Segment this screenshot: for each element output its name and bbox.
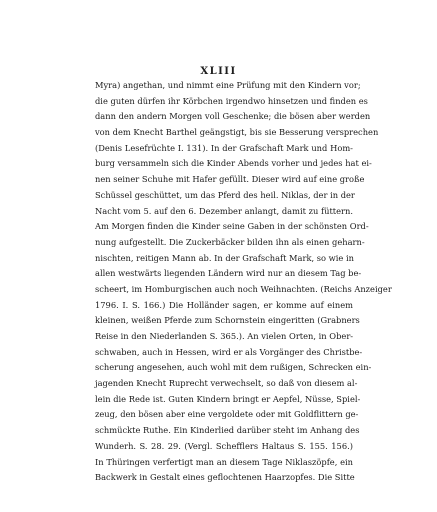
text-line: nung aufgestellt. Die Zuckerbäcker bilden ihn als einen geharn-: [95, 236, 365, 247]
text-line: (Denis Lesefrüchte I. 131). In der Grafschaft Mark und Hom-: [95, 142, 353, 153]
text-line: lein die Rede ist. Guten Kindern bringt er Aepfel, Nüsse, Spiel-: [95, 393, 361, 404]
text-line: Am Morgen finden die Kinder seine Gaben in der schönsten Ord-: [95, 221, 369, 232]
text-line: jagenden Knecht Ruprecht verwechselt, so daß von diesem al-: [95, 378, 358, 389]
page-number: XLIII: [200, 66, 237, 77]
text-line: nen seiner Schuhe mit Hafer gefüllt. Dieser wird auf eine große: [95, 174, 365, 185]
text-line: Wunderh. S. 28. 29. (Vergl. Schefflers Haltaus S. 155. 156.): [95, 440, 353, 451]
text-line: In Thüringen verfertigt man an diesem Tage Niklaszöpfe, ein: [95, 456, 353, 467]
text-line: 1796. I. S. 166.) Die Holländer sagen, er komme auf einem: [95, 299, 353, 310]
text-line: burg versammeln sich die Kinder Abends vorher und jedes hat ei-: [95, 158, 372, 169]
text-line: von dem Knecht Barthel geängstigt, bis sie Besserung versprechen: [95, 127, 379, 138]
text-line: nischten, reitigen Mann ab. In der Grafschaft Mark, so wie in: [95, 252, 354, 263]
text-line: kleinen, weißen Pferde zum Schornstein eingeritten (Grabners: [95, 315, 360, 326]
text-line: scheert, im Homburgischen auch noch Weihnachten. (Reichs Anzeiger: [95, 283, 392, 294]
text-line: Schüssel geschüttet, um das Pferd des heil. Niklas, der in der: [95, 189, 355, 200]
text-line: Backwerk in Gestalt eines geflochtenen Haarzopfes. Die Sitte: [95, 472, 355, 483]
text-line: Nacht vom 5. auf den 6. Dezember anlangt, damit zu füttern.: [95, 205, 353, 216]
text-line: scherung angesehen, auch wohl mit dem rußigen, Schrecken ein-: [95, 362, 372, 373]
text-line: schmückte Ruthe. Ein Kinderlied darüber steht im Anhang des: [95, 425, 360, 436]
text-line: schwaben, auch in Hessen, wird er als Vorgänger des Christbe-: [95, 346, 363, 357]
body-text: [95, 78, 392, 486]
text-line: Reise in den Niederlanden S. 365.). An vielen Orten, in Ober-: [95, 331, 354, 341]
text-line: zeug, den bösen aber eine vergoldete oder mit Goldflittern ge-: [95, 409, 359, 420]
text-line: dann den andern Morgen voll Geschenke; die bösen aber werden: [95, 111, 371, 122]
text-line: die guten dürfen ihr Körbchen irgendwo hinsetzen und finden es: [95, 95, 368, 106]
text-line: allen westwärts liegenden Ländern wird nur an diesem Tag be-: [95, 268, 362, 279]
text-line: Myra) angethan, und nimmt eine Prüfung mit den Kindern vor;: [95, 80, 361, 90]
